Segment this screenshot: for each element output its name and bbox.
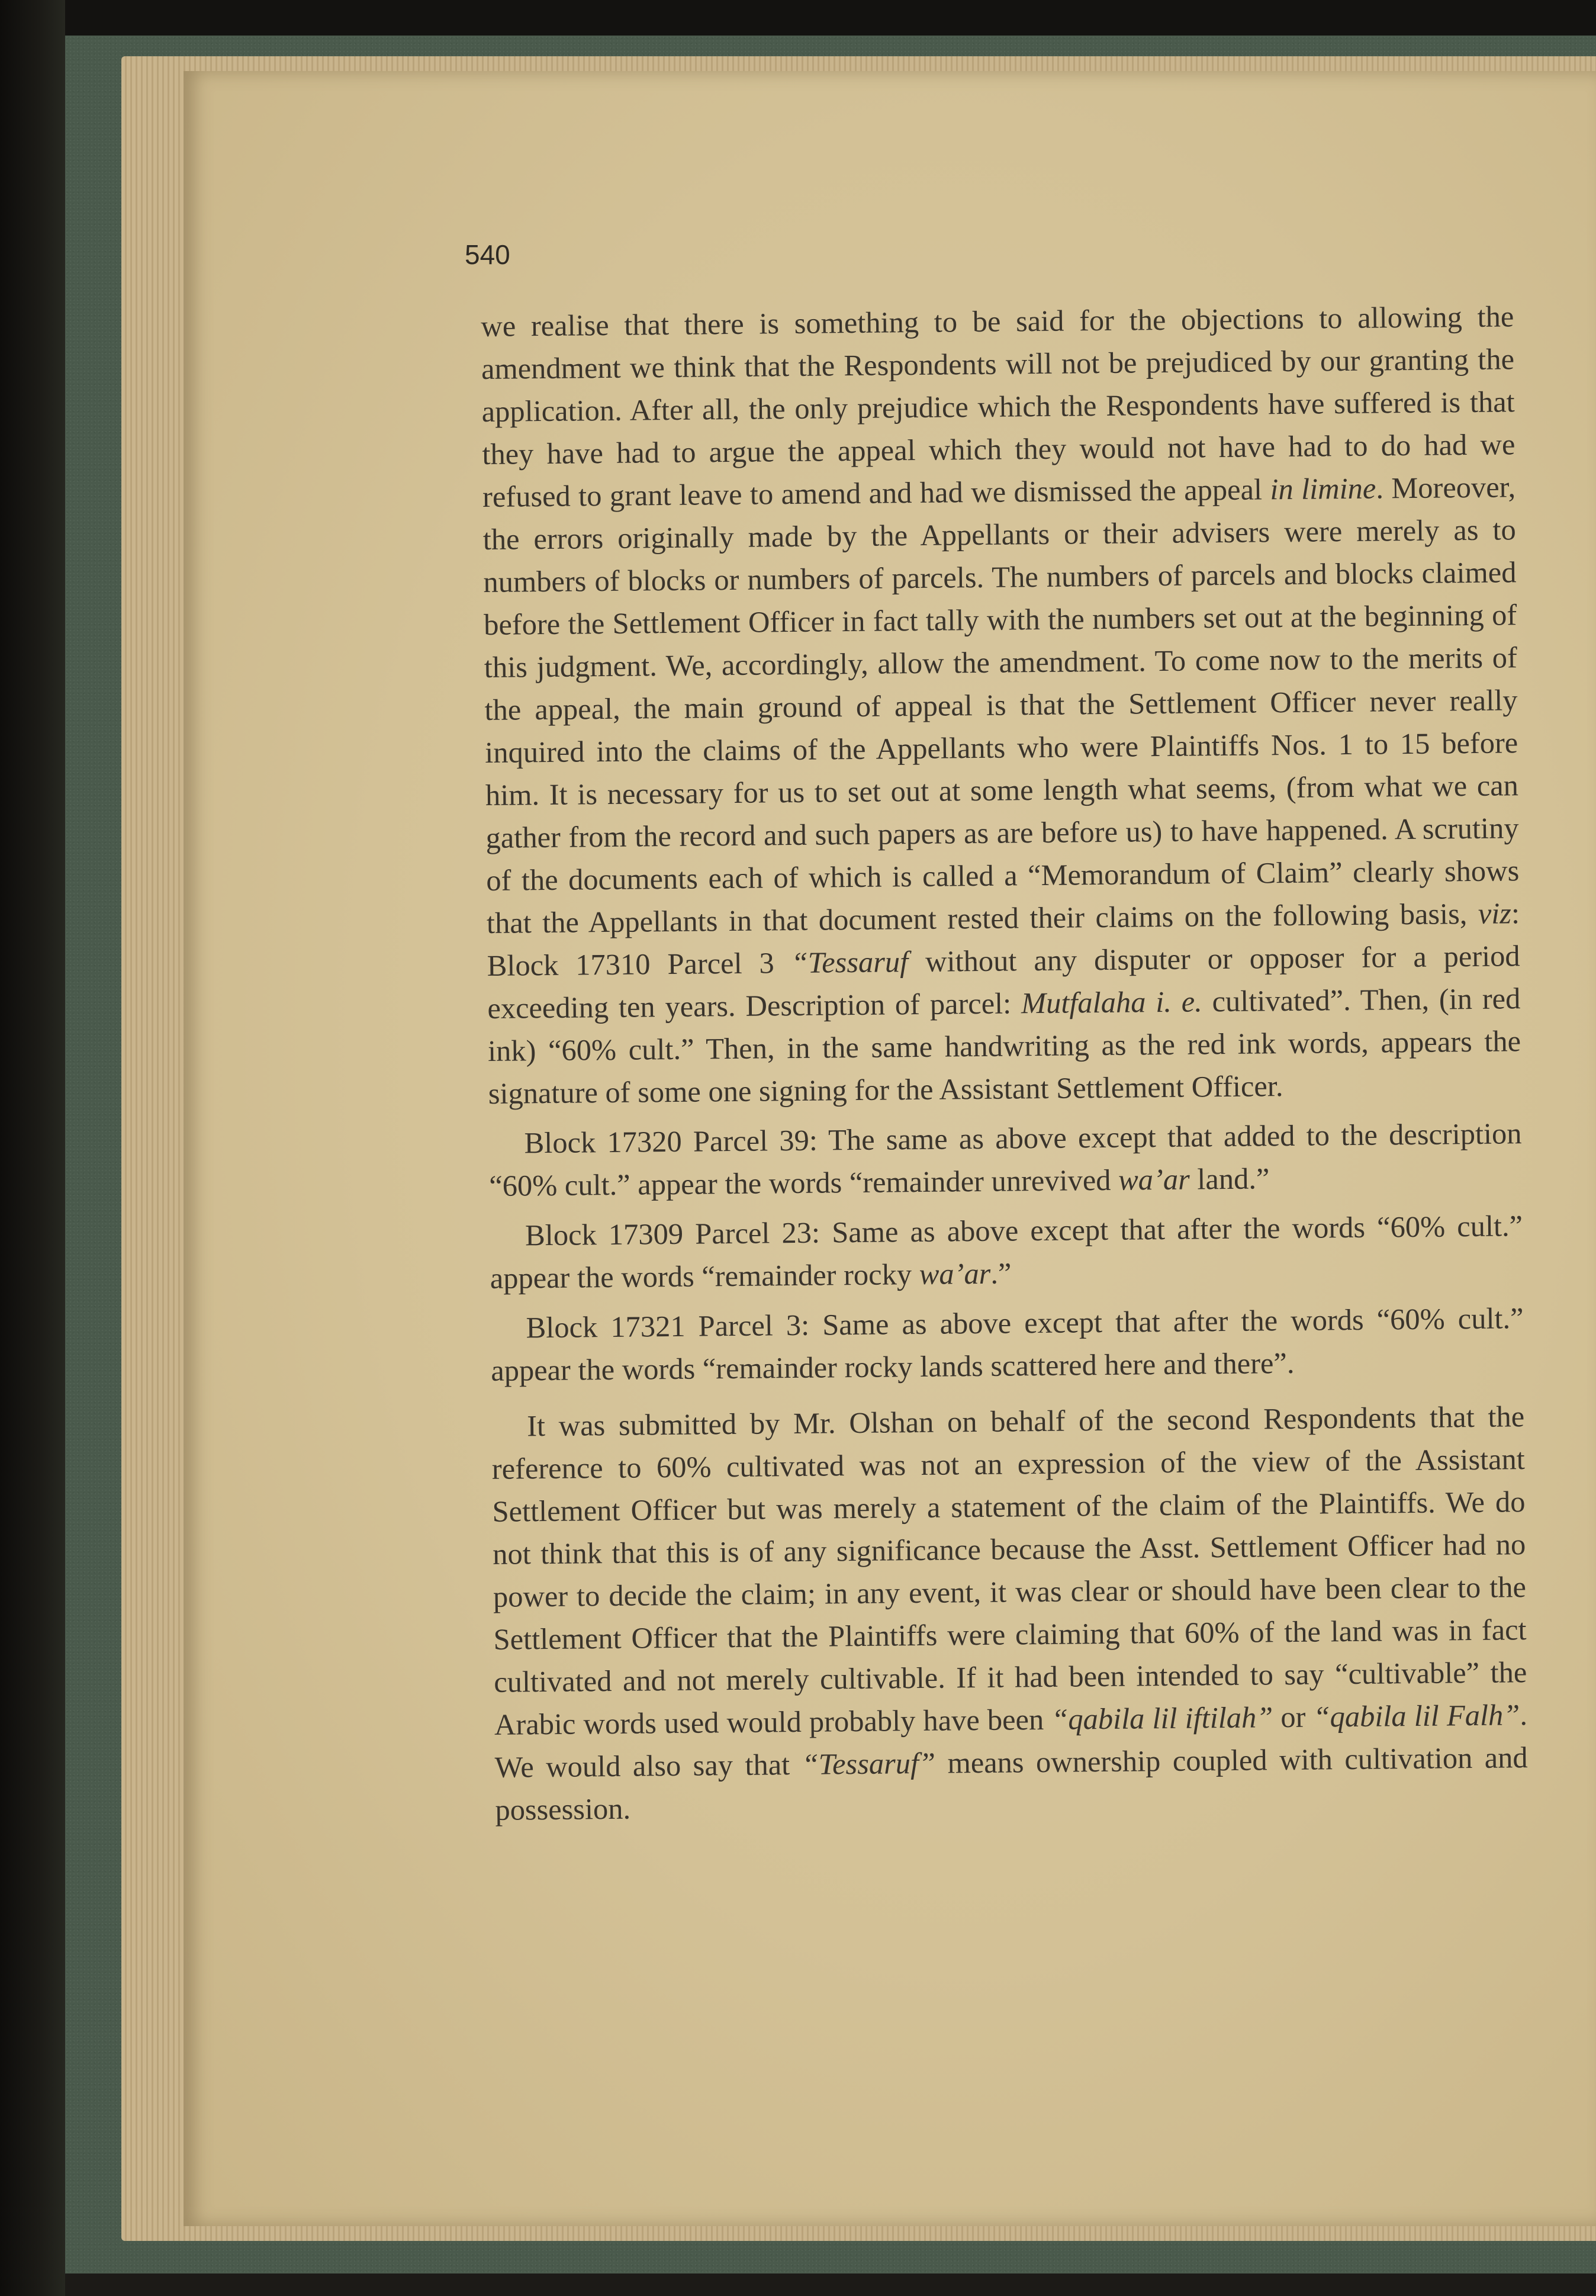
paragraph-5: It was submitted by Mr. Olshan on behalf of the second Respondents that the reference to 60% cultivated was not an expression of the view of the Assistant Settlement Officer but was merely a statement of the claim of the Plaintiffs. We do not think that this is of any significance because the Asst. Settlement Officer had no power to decide the claim; in any event, it was clear or should have been clear to the Settlement Officer that the Plaintiffs were claiming that 60% of the land was in fact cultivated and not merely cultivable. If it had been intended to say “cultivable” the Arabic words used would probably have been “qabila lil iftilah” or “qabila lil Falh”. We would also say that “Tessaruf” means ownership coupled with cultivation and possession. bbox=[491, 1400, 1528, 1826]
paragraph-3: Block 17309 Parcel 23: Same as above except that after the words “60% cult.” appear the words “remainder rocky wa’ar.” bbox=[490, 1209, 1523, 1295]
paragraph-2: Block 17320 Parcel 39: The same as above except that added to the description “60% cult.” appear the words “remainder unrevived wa’ar land.” bbox=[489, 1117, 1522, 1202]
book-cover-edge bbox=[0, 0, 65, 2296]
page-body-text bbox=[481, 295, 1529, 1831]
page-number: 540 bbox=[465, 239, 510, 270]
paragraph-1: we realise that there is something to be said for the objections to allowing the amendment we think that the Respondents will not be prejudiced by our granting the application. After all, the only prejudice which the Respondents have suffered is that they have had to argue the appeal which they would not have had to do had we refused to grant leave to amend and had we dismissed the appeal in limine. Moreover, the errors originally made by the Appellants or their advisers were merely as to numbers of blocks or numbers of parcels. The numbers of parcels and blocks claimed before the Settlement Officer in fact tally with the numbers set out at the beginning of this judgment. We, accordingly, allow the amendment. To come now to the merits of the appeal, the main ground of appeal is that the Settlement Officer never really inquired into the claims of the Appellants who were Plaintiffs Nos. 1 to 15 before him. It is necessary for us to set out at some length what seems, (from what we can gather from the record and such papers as are before us) to have happened. A scrutiny of the documents each of which is called a “Memorandum of Claim” clearly shows that the Appellants in that document rested their claims on the following basis, viz: Block 17310 Parcel 3 “Tessaruf without any disputer or opposer for a period exceeding ten years. Description of parcel: Mutfalaha i. e. cultivated”. Then, (in red ink) “60% cult.” Then, in the same handwriting as the red ink words, appears the signature of some one signing for the Assistant Settlement Officer. bbox=[481, 300, 1521, 1110]
paragraph-4: Block 17321 Parcel 3: Same as above except that after the words “60% cult.” appear the words “remainder rocky lands scattered here and there”. bbox=[491, 1301, 1524, 1387]
